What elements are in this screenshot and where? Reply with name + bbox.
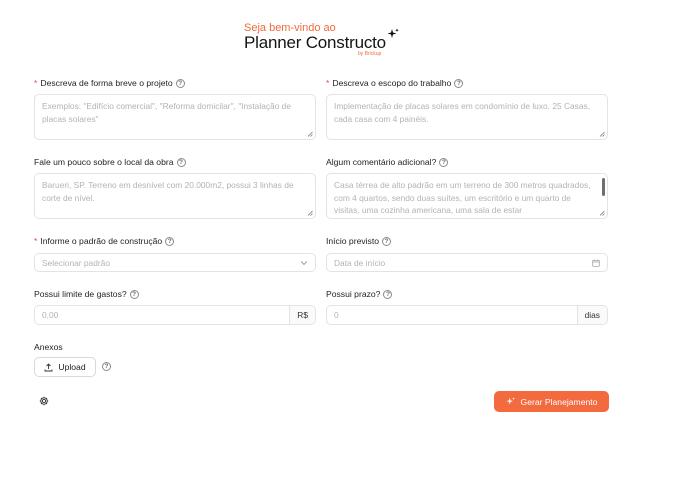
site-location-textarea[interactable]: Barueri, SP. Terreno em desnível com 20.000m2, possui 3 linhas de corte de nível. (34, 173, 316, 219)
additional-comment-label: Algum comentário adicional? ? (326, 157, 448, 167)
help-icon[interactable]: ? (102, 362, 111, 371)
resize-handle-icon[interactable] (599, 210, 605, 216)
chevron-down-icon (300, 259, 308, 267)
days-addon: dias (577, 306, 607, 324)
start-date-picker[interactable]: Data de início (326, 253, 608, 272)
scrollbar[interactable] (602, 178, 605, 196)
help-icon[interactable]: ? (130, 290, 139, 299)
help-icon[interactable]: ? (454, 79, 463, 88)
work-scope-textarea[interactable]: Implementação de placas solares em condomínio de luxo. 25 Casas, cada casa com 4 painéis. (326, 94, 608, 140)
resize-handle-icon[interactable] (599, 131, 605, 137)
brand-logo (244, 22, 404, 62)
deadline-input[interactable]: 0 dias (326, 305, 608, 325)
sparkle-icon (387, 28, 399, 40)
generate-plan-button[interactable]: Gerar Planejamento (494, 391, 609, 412)
help-icon[interactable]: ? (165, 237, 174, 246)
start-date-label: Início previsto ? (326, 236, 391, 246)
help-icon[interactable]: ? (382, 237, 391, 246)
help-icon[interactable]: ? (177, 158, 186, 167)
currency-addon: R$ (289, 306, 315, 324)
calendar-icon (592, 259, 600, 267)
project-description-textarea[interactable]: Exemplos: "Edifício comercial", "Reforma domicilar", "Instalação de placas solares" (34, 94, 316, 140)
brand-byline: by Brickup (358, 51, 382, 57)
help-icon[interactable]: ? (176, 79, 185, 88)
help-icon[interactable]: ? (383, 290, 392, 299)
deadline-label: Possui prazo? ? (326, 289, 392, 299)
attachments-label: Anexos (34, 342, 63, 352)
gear-icon[interactable] (39, 396, 49, 406)
resize-handle-icon[interactable] (307, 131, 313, 137)
construction-standard-select[interactable]: Selecionar padrão (34, 253, 316, 272)
help-icon[interactable]: ? (439, 158, 448, 167)
sparkle-icon (506, 397, 515, 406)
upload-icon (44, 363, 53, 372)
brand-name: Planner Constructo (244, 33, 386, 52)
welcome-text: Seja bem-vindo ao (244, 22, 336, 34)
resize-handle-icon[interactable] (307, 210, 313, 216)
site-location-label: Fale um pouco sobre o local da obra ? (34, 157, 186, 167)
budget-limit-input[interactable]: 0,00 R$ (34, 305, 316, 325)
additional-comment-textarea[interactable]: Casa térrea de alto padrão em um terreno de 300 metros quadrados, com 4 quartos, sendo duas suítes, um escritório e um quarto de visitas, uma cozinha americana, uma sala de estar (326, 173, 608, 219)
construction-standard-label: * Informe o padrão de construção ? (34, 236, 174, 246)
work-scope-label: * Descreva o escopo do trabalho ? (326, 78, 463, 88)
upload-button[interactable]: Upload (34, 357, 96, 377)
project-description-label: * Descreva de forma breve o projeto ? (34, 78, 185, 88)
budget-limit-label: Possui limite de gastos? ? (34, 289, 139, 299)
